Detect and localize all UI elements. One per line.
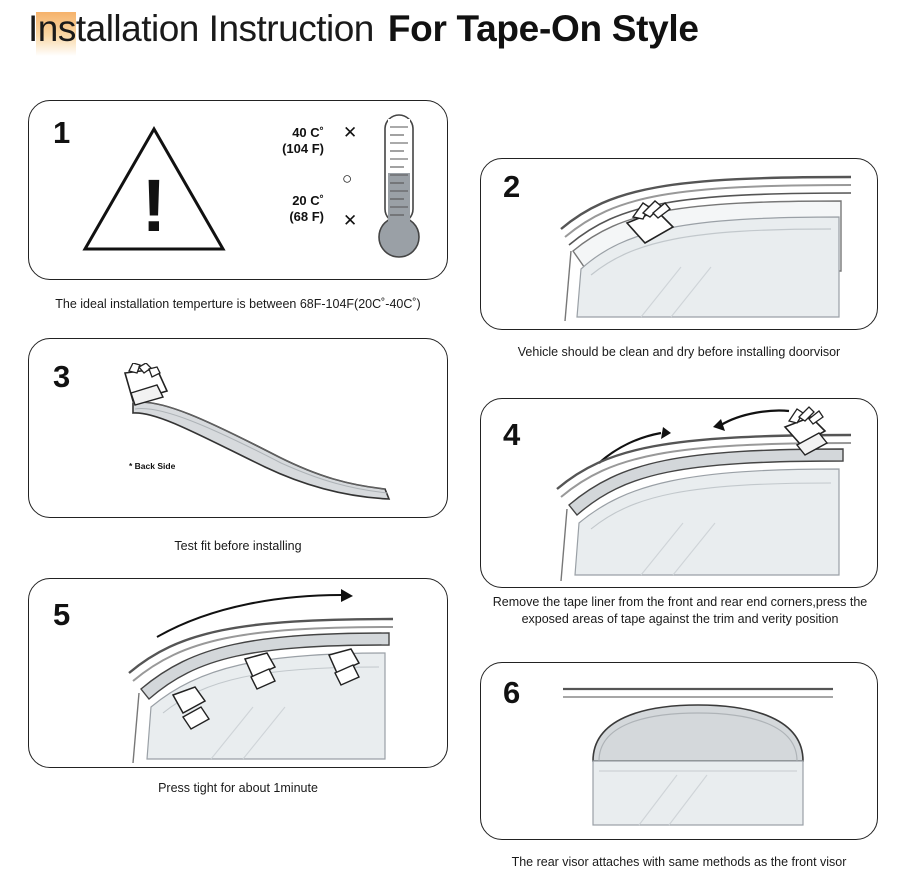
temp-ok-circle-icon: ○ <box>342 169 353 188</box>
temp-cold-celsius: 20 C˚ <box>292 193 324 208</box>
step-3-panel <box>28 338 448 518</box>
step-6-panel <box>480 662 878 840</box>
step-5-caption: Press tight for about 1minute <box>158 781 318 795</box>
temp-cold-fahrenheit: (68 F) <box>289 209 324 225</box>
step-4-panel <box>480 398 878 588</box>
temp-hot-cross-icon: ✕ <box>343 123 358 142</box>
step-6-caption: The rear visor attaches with same methods as the front visor <box>511 855 847 869</box>
step-4-car-door-illustration <box>521 405 871 583</box>
step-5-car-door-illustration <box>93 587 443 765</box>
step-3-number: 3 <box>53 359 71 394</box>
step-2-caption: Vehicle should be clean and dry before installing doorvisor <box>517 345 841 359</box>
step-4-number: 4 <box>503 417 521 452</box>
temp-cold-cross-icon: ✕ <box>343 211 358 230</box>
page-title <box>28 8 848 50</box>
temp-cold-label <box>229 193 324 226</box>
step-6-rear-visor-illustration <box>543 675 863 830</box>
svg-text:!: ! <box>141 164 167 247</box>
temp-hot-celsius: 40 C˚ <box>292 125 324 140</box>
page-header <box>0 0 904 74</box>
step-6-number: 6 <box>503 675 521 710</box>
thermometer-icon <box>359 111 439 263</box>
temp-hot-fahrenheit: (104 F) <box>282 141 324 157</box>
step-5-number: 5 <box>53 597 71 632</box>
step-5-panel <box>28 578 448 768</box>
warning-triangle-icon <box>79 119 229 259</box>
step-3-caption: Test fit before installing <box>174 539 302 553</box>
step-3-visor-illustration <box>99 363 429 503</box>
step-2-car-door-illustration <box>521 171 871 321</box>
temp-hot-label <box>229 125 324 158</box>
step-1-panel <box>28 100 448 280</box>
step-4-caption: Remove the tape liner from the front and rear end corners,press the exposed areas of tape against the trim and verity position <box>492 595 868 626</box>
page-title-secondary: For Tape-On Style <box>387 8 699 49</box>
step-1-caption: The ideal installation temperture is between 68F-104F(20C˚-40C˚) <box>55 297 421 311</box>
back-side-label: * Back Side <box>129 461 176 471</box>
step-2-panel <box>480 158 878 330</box>
page-title-primary: Installation Instruction <box>28 8 374 49</box>
step-2-number: 2 <box>503 169 521 204</box>
step-1-number: 1 <box>53 115 71 150</box>
